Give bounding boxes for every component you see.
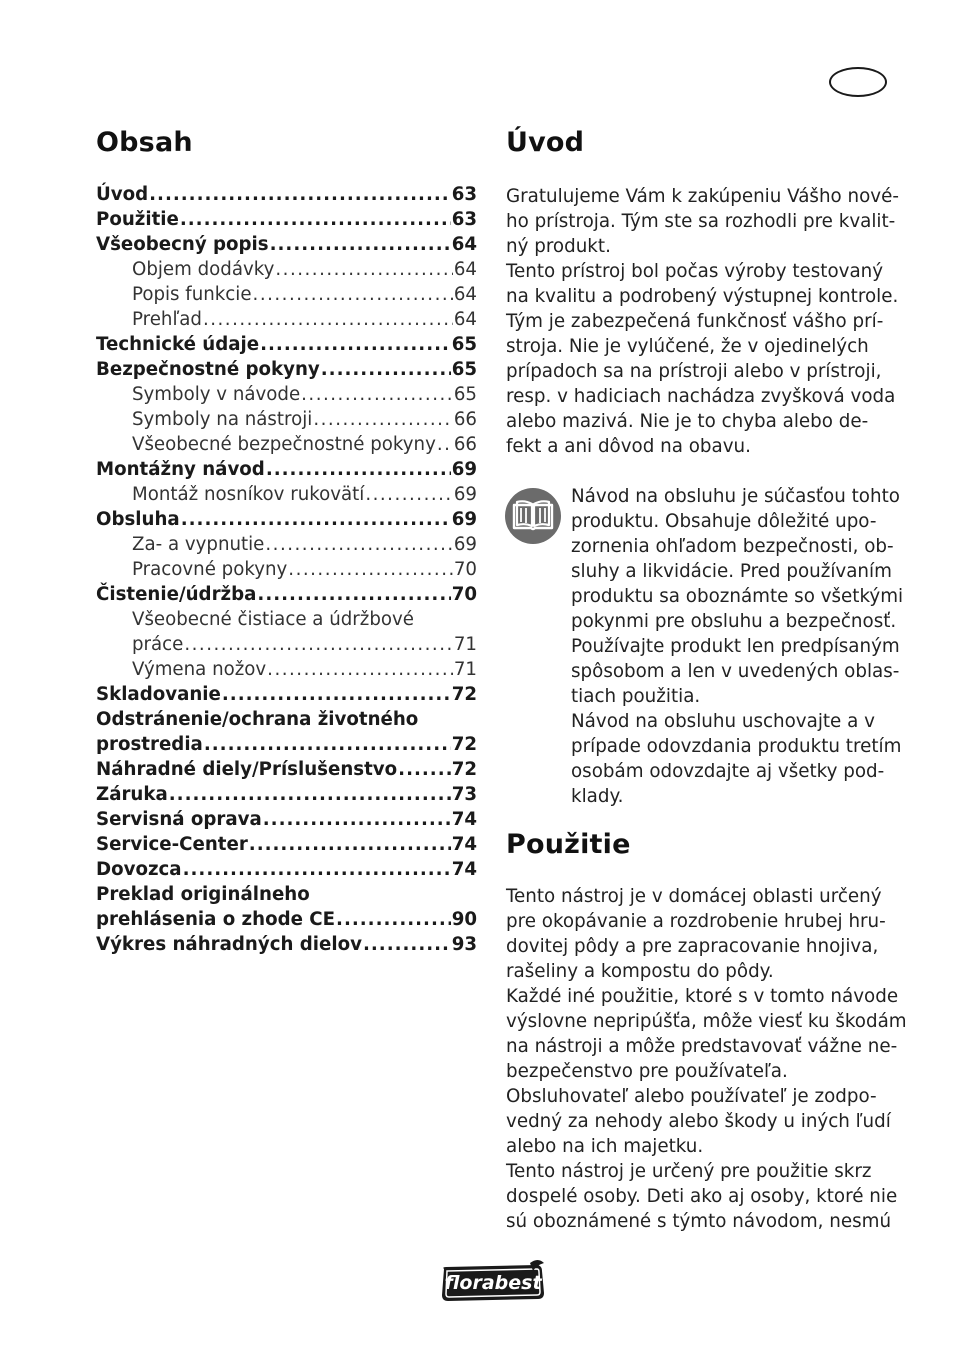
toc-page-number: 64 bbox=[451, 234, 477, 255]
toc-page-number: 69 bbox=[453, 484, 477, 505]
toc-leader-dots bbox=[398, 757, 451, 782]
toc-entry[interactable] bbox=[96, 407, 477, 432]
toc-entry-text: Dovozca bbox=[96, 859, 182, 880]
toc-leader-dots bbox=[253, 282, 453, 307]
toc-entry[interactable] bbox=[96, 807, 477, 832]
text-line: rašeliny a kompostu do pôdy. bbox=[506, 961, 774, 982]
toc-entry-text: Symboly na nástroji bbox=[132, 409, 313, 430]
text-line: stroja. Nie je vylúčené, že v ojedinelých bbox=[506, 336, 869, 357]
toc-entry[interactable] bbox=[96, 457, 477, 482]
toc-page-number: 65 bbox=[451, 334, 477, 355]
toc-page-number: 71 bbox=[453, 634, 477, 655]
toc-leader-dots bbox=[169, 782, 451, 807]
toc-entry[interactable] bbox=[96, 882, 477, 907]
text-line: zornenia ohľadom bezpečnosti, ob- bbox=[571, 536, 894, 557]
toc-page-number: 65 bbox=[453, 384, 477, 405]
text-line: bezpečenstvo pre používateľa. bbox=[506, 1061, 788, 1082]
toc-leader-dots bbox=[266, 457, 451, 482]
toc-page-number: 69 bbox=[451, 459, 477, 480]
toc-page-number: 66 bbox=[453, 434, 477, 455]
toc-leader-dots bbox=[336, 907, 451, 932]
toc-entry-text: Symboly v návode bbox=[132, 384, 301, 405]
toc-leader-dots bbox=[363, 932, 451, 957]
toc-leader-dots bbox=[365, 482, 453, 507]
toc-entry-text: Výmena nožov bbox=[132, 659, 267, 680]
text-line: produktu sa oboznámte so všetkými bbox=[571, 586, 904, 607]
toc-entry[interactable] bbox=[96, 732, 477, 757]
toc-entry[interactable] bbox=[96, 682, 477, 707]
text-line: osobám odovzdajte aj všetky pod- bbox=[571, 761, 885, 782]
usage-title: Použitie bbox=[506, 829, 631, 860]
table-of-contents bbox=[96, 182, 477, 957]
toc-leader-dots bbox=[180, 207, 451, 232]
toc-leader-dots bbox=[263, 807, 451, 832]
toc-entry-text: Všeobecné bezpečnostné pokyny bbox=[132, 434, 436, 455]
toc-page-number: 90 bbox=[451, 909, 477, 930]
language-badge-oval bbox=[829, 67, 887, 97]
toc-leader-dots bbox=[260, 332, 451, 357]
toc-entry-text: Pracovné pokyny bbox=[132, 559, 288, 580]
text-line: výslovne nepripúšťa, môže viesť ku škodám bbox=[506, 1011, 907, 1032]
text-line: sú oboznámené s týmto návodom, nesmú bbox=[506, 1211, 892, 1232]
text-line: ný produkt. bbox=[506, 236, 611, 257]
toc-page-number: 72 bbox=[451, 759, 477, 780]
text-line: prípadoch sa na prístroji alebo v prístroji, bbox=[506, 361, 882, 382]
logo-text: florabest bbox=[444, 1272, 542, 1294]
toc-entry-text: Service-Center bbox=[96, 834, 248, 855]
toc-entry-text: Technické údaje bbox=[96, 334, 260, 355]
toc-leader-dots bbox=[288, 557, 453, 582]
text-line: prípade odovzdania produktu tretím bbox=[571, 736, 902, 757]
text-line: Návod na obsluhu uschovajte a v bbox=[571, 711, 875, 732]
text-line: Gratulujeme Vám k zakúpeniu Vášho nové- bbox=[506, 186, 899, 207]
intro-paragraph bbox=[506, 184, 899, 459]
toc-entry-text: prostredia bbox=[96, 734, 203, 755]
toc-page-number: 63 bbox=[451, 184, 477, 205]
florabest-logo bbox=[438, 1259, 548, 1303]
toc-entry-text: Výkres náhradných dielov bbox=[96, 934, 362, 955]
toc-page-number: 72 bbox=[451, 734, 477, 755]
toc-entry[interactable] bbox=[96, 257, 477, 282]
toc-page-number: 69 bbox=[451, 509, 477, 530]
text-line: Tento nástroj je určený pre použitie skrz bbox=[506, 1161, 872, 1182]
toc-entry-text: Montážny návod bbox=[96, 459, 265, 480]
toc-leader-dots bbox=[203, 307, 453, 332]
text-line: sluhy a likvidácie. Pred používaním bbox=[571, 561, 892, 582]
toc-entry[interactable] bbox=[96, 657, 477, 682]
text-line: pre okopávanie a rozdrobenie hrubej hru- bbox=[506, 911, 886, 932]
toc-entry[interactable] bbox=[96, 382, 477, 407]
text-line: pokynmi pre obsluhu a bezpečnosť. bbox=[571, 611, 897, 632]
toc-entry[interactable] bbox=[96, 182, 477, 207]
toc-leader-dots bbox=[257, 582, 450, 607]
toc-entry[interactable] bbox=[96, 932, 477, 957]
toc-entry[interactable] bbox=[96, 482, 477, 507]
toc-entry[interactable] bbox=[96, 707, 477, 732]
toc-entry-text: Popis funkcie bbox=[132, 284, 252, 305]
toc-entry[interactable] bbox=[96, 607, 477, 632]
toc-leader-dots bbox=[204, 732, 451, 757]
toc-entry-text: Úvod bbox=[96, 184, 149, 205]
toc-entry-text: Všeobecný popis bbox=[96, 234, 269, 255]
toc-entry[interactable] bbox=[96, 207, 477, 232]
toc-entry[interactable] bbox=[96, 757, 477, 782]
toc-entry[interactable] bbox=[96, 357, 477, 382]
toc-page-number: 65 bbox=[451, 359, 477, 380]
toc-leader-dots bbox=[313, 407, 453, 432]
toc-entry-text: Prehľad bbox=[132, 309, 202, 330]
toc-entry-text: Skladovanie bbox=[96, 684, 221, 705]
toc-entry-text: Čistenie/údržba bbox=[96, 584, 257, 605]
text-line: dovitej pôdy a pre zapracovanie hnojiva, bbox=[506, 936, 879, 957]
toc-page-number: 63 bbox=[451, 209, 477, 230]
toc-leader-dots bbox=[265, 532, 452, 557]
toc-entry[interactable] bbox=[96, 857, 477, 882]
toc-entry[interactable] bbox=[96, 332, 477, 357]
text-line: Obsluhovateľ alebo používateľ je zodpo- bbox=[506, 1086, 877, 1107]
toc-entry[interactable] bbox=[96, 307, 477, 332]
toc-entry[interactable] bbox=[96, 557, 477, 582]
toc-entry[interactable] bbox=[96, 432, 477, 457]
toc-entry-text: Použitie bbox=[96, 209, 179, 230]
toc-page-number: 93 bbox=[451, 934, 477, 955]
text-line: dospelé osoby. Deti ako aj osoby, ktoré nie bbox=[506, 1186, 898, 1207]
toc-entry-text: Obsluha bbox=[96, 509, 180, 530]
toc-leader-dots bbox=[301, 382, 453, 407]
toc-entry-text: Objem dodávky bbox=[132, 259, 275, 280]
manual-note-paragraph bbox=[571, 484, 903, 809]
text-line: Používajte produkt len predpísaným bbox=[571, 636, 900, 657]
toc-entry-text: Bezpečnostné pokyny bbox=[96, 359, 320, 380]
toc-entry-text: Montáž nosníkov rukovätí bbox=[132, 484, 365, 505]
text-line: Tento prístroj bol počas výroby testovaný bbox=[506, 261, 884, 282]
toc-page-number: 64 bbox=[453, 284, 477, 305]
toc-entry[interactable] bbox=[96, 582, 477, 607]
text-line: Každé iné použitie, ktoré s v tomto návode bbox=[506, 986, 899, 1007]
toc-title: Obsah bbox=[96, 127, 193, 158]
text-line: produktu. Obsahuje dôležité upo- bbox=[571, 511, 877, 532]
toc-page-number: 70 bbox=[453, 559, 477, 580]
toc-entry[interactable] bbox=[96, 632, 477, 657]
toc-entry-text: Všeobecné čistiace a údržbové bbox=[132, 609, 414, 630]
text-line: na nástroji a môže predstavovať vážne ne- bbox=[506, 1036, 898, 1057]
toc-entry[interactable] bbox=[96, 832, 477, 857]
toc-leader-dots bbox=[437, 432, 453, 457]
toc-entry[interactable] bbox=[96, 232, 477, 257]
toc-leader-dots bbox=[181, 507, 451, 532]
toc-leader-dots bbox=[267, 657, 453, 682]
text-line: klady. bbox=[571, 786, 624, 807]
intro-title: Úvod bbox=[506, 127, 585, 158]
text-line: Tento nástroj je v domácej oblasti určený bbox=[506, 886, 882, 907]
text-line: vedný za nehody alebo škody u iných ľudí bbox=[506, 1111, 891, 1132]
toc-page-number: 74 bbox=[451, 809, 477, 830]
toc-entry-text: práce bbox=[132, 634, 184, 655]
text-line: ho prístroja. Tým ste sa rozhodli pre kvalit- bbox=[506, 211, 896, 232]
toc-entry[interactable] bbox=[96, 782, 477, 807]
text-line: Návod na obsluhu je súčasťou tohto bbox=[571, 486, 900, 507]
toc-leader-dots bbox=[222, 682, 451, 707]
toc-leader-dots bbox=[149, 182, 451, 207]
toc-page-number: 74 bbox=[451, 834, 477, 855]
text-line: alebo na ich majetku. bbox=[506, 1136, 704, 1157]
toc-entry-text: Servisná oprava bbox=[96, 809, 262, 830]
toc-leader-dots bbox=[321, 357, 451, 382]
toc-page-number: 70 bbox=[451, 584, 477, 605]
toc-page-number: 69 bbox=[453, 534, 477, 555]
toc-leader-dots bbox=[184, 632, 452, 657]
text-line: alebo mazivá. Nie je to chyba alebo de- bbox=[506, 411, 869, 432]
toc-page-number: 64 bbox=[453, 259, 477, 280]
toc-leader-dots bbox=[275, 257, 452, 282]
text-line: spôsobom a len v uvedených oblas- bbox=[571, 661, 900, 682]
toc-page-number: 73 bbox=[451, 784, 477, 805]
toc-entry-text: prehlásenia o zhode CE bbox=[96, 909, 336, 930]
toc-entry-text: Odstránenie/ochrana životného bbox=[96, 709, 419, 730]
toc-entry[interactable] bbox=[96, 282, 477, 307]
toc-page-number: 71 bbox=[453, 659, 477, 680]
toc-page-number: 64 bbox=[453, 309, 477, 330]
toc-entry[interactable] bbox=[96, 532, 477, 557]
toc-page-number: 72 bbox=[451, 684, 477, 705]
book-icon bbox=[505, 488, 561, 544]
toc-page-number: 74 bbox=[451, 859, 477, 880]
toc-entry-text: Preklad originálneho bbox=[96, 884, 310, 905]
toc-page-number: 66 bbox=[453, 409, 477, 430]
toc-entry[interactable] bbox=[96, 507, 477, 532]
usage-paragraph bbox=[506, 884, 907, 1234]
toc-leader-dots bbox=[270, 232, 451, 257]
text-line: fekt a ani dôvod na obavu. bbox=[506, 436, 751, 457]
toc-entry-text: Náhradné diely/Príslušenstvo bbox=[96, 759, 398, 780]
toc-leader-dots bbox=[249, 832, 451, 857]
toc-entry[interactable] bbox=[96, 907, 477, 932]
text-line: tiach použitia. bbox=[571, 686, 701, 707]
text-line: na kvalitu a podrobený výstupnej kontrole. bbox=[506, 286, 899, 307]
toc-entry-text: Za- a vypnutie bbox=[132, 534, 265, 555]
text-line: Tým je zabezpečená funkčnosť vášho prí- bbox=[506, 311, 884, 332]
text-line: resp. v hadiciach nachádza zvyšková voda bbox=[506, 386, 896, 407]
toc-entry-text: Záruka bbox=[96, 784, 168, 805]
toc-leader-dots bbox=[183, 857, 451, 882]
